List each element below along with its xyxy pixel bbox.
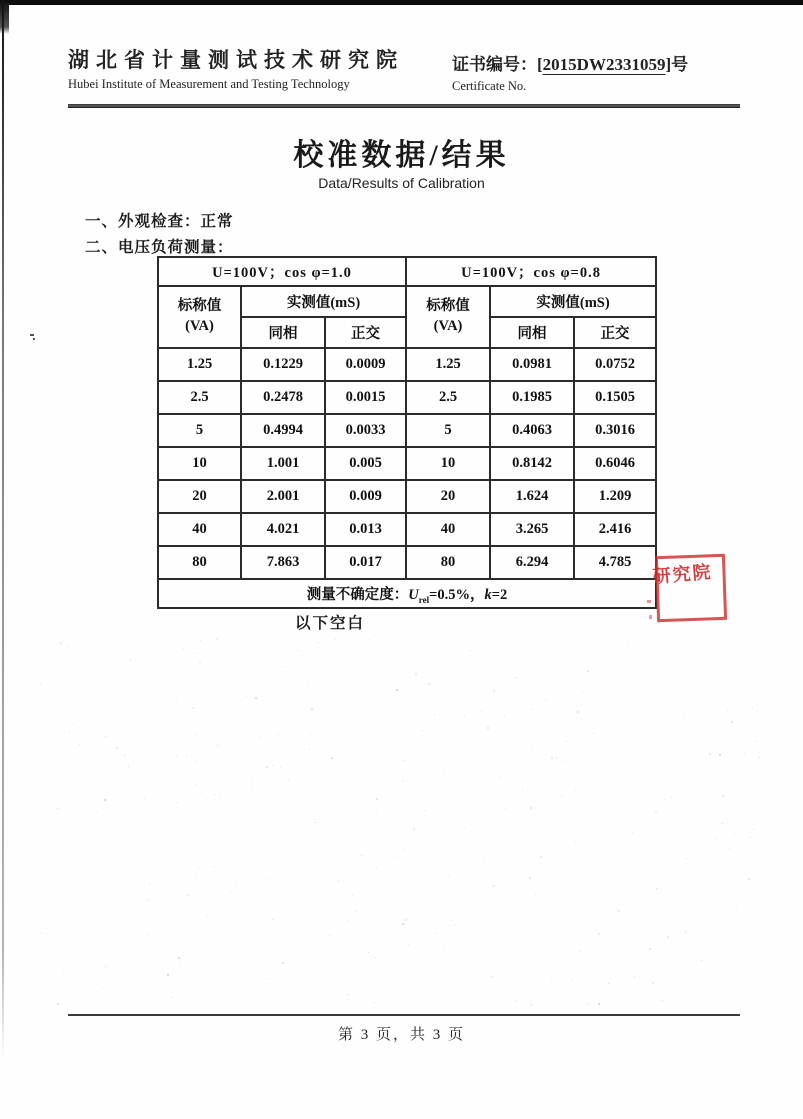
condition-header-1: U=100V；cos φ=1.0 xyxy=(158,257,406,286)
page-title: 校准数据/结果 xyxy=(293,139,510,172)
uncertainty-k-symbol: k xyxy=(484,586,492,603)
nominal-value-cell: 80 xyxy=(158,546,241,579)
quadrature-value-cell: 0.013 xyxy=(325,513,406,546)
nominal-value-cell: 5 xyxy=(158,414,241,447)
in-phase-value-cell: 0.1985 xyxy=(490,381,574,414)
red-seal-stamp xyxy=(651,554,727,622)
quadrature-value-cell: 1.209 xyxy=(574,480,656,513)
quadrature-value-cell: 0.0015 xyxy=(325,381,406,414)
certificate-number: 2015DW2331059 xyxy=(542,55,666,74)
table-row-conditions xyxy=(158,257,656,286)
quadrature-header-2: 正交 xyxy=(574,317,656,348)
page-subtitle: Data/Results of Calibration xyxy=(318,175,485,191)
measured-header-2: 实测值(mS) xyxy=(490,286,656,317)
in-phase-value-cell: 3.265 xyxy=(490,513,574,546)
in-phase-header-1: 同相 xyxy=(241,317,325,348)
certificate-label-en: Certificate No. xyxy=(452,79,527,93)
nominal-value-cell: 80 xyxy=(406,546,490,579)
quadrature-value-cell: 0.017 xyxy=(325,546,406,579)
nominal-value-cell: 1.25 xyxy=(406,348,490,381)
table-row xyxy=(158,414,656,447)
stamp-ink-mark xyxy=(647,600,651,603)
in-phase-value-cell: 1.624 xyxy=(490,480,574,513)
page-number: 第 3 页，共 3 页 xyxy=(337,1027,465,1043)
table-row xyxy=(158,381,656,414)
certificate-bracket-close: ] xyxy=(665,55,672,74)
table-row xyxy=(158,546,656,579)
nominal-unit: (VA) xyxy=(433,318,463,334)
nominal-value-cell: 40 xyxy=(406,513,490,546)
in-phase-header-2: 同相 xyxy=(490,317,574,348)
nominal-value-cell: 40 xyxy=(158,513,241,546)
in-phase-value-cell: 0.2478 xyxy=(241,381,325,414)
quadrature-value-cell: 0.0033 xyxy=(325,414,406,447)
blank-below-notice: 以下空白 xyxy=(294,615,365,632)
calibration-table xyxy=(157,256,657,609)
uncertainty-prefix: 测量不确定度： xyxy=(306,586,409,603)
quadrature-value-cell: 0.005 xyxy=(325,447,406,480)
section-item-appearance: 一、外观检查：正常 xyxy=(85,213,234,230)
nominal-value-cell: 10 xyxy=(406,447,490,480)
stamp-text: 研究院 xyxy=(651,561,714,587)
nominal-value-cell: 1.25 xyxy=(158,348,241,381)
nominal-value-cell: 5 xyxy=(406,414,490,447)
scan-speck xyxy=(30,334,34,336)
scan-edge-top xyxy=(0,0,803,5)
table-row xyxy=(158,348,656,381)
in-phase-value-cell: 7.863 xyxy=(241,546,325,579)
uncertainty-u-subscript: rel xyxy=(418,594,430,605)
institute-name-cn: 湖北省计量测试技术研究院 xyxy=(68,49,404,72)
quadrature-value-cell: 0.6046 xyxy=(574,447,656,480)
nominal-unit: (VA) xyxy=(185,318,214,334)
quadrature-value-cell: 0.0752 xyxy=(574,348,656,381)
condition-header-2: U=100V；cos φ=0.8 xyxy=(406,257,656,286)
certificate-number-line xyxy=(452,50,688,75)
nominal-label: 标称值 xyxy=(177,298,222,315)
section-item-voltage-load: 二、电压负荷测量： xyxy=(85,239,234,256)
in-phase-value-cell: 4.021 xyxy=(241,513,325,546)
quadrature-value-cell: 0.3016 xyxy=(574,414,656,447)
in-phase-value-cell: 0.1229 xyxy=(241,348,325,381)
quadrature-value-cell: 2.416 xyxy=(574,513,656,546)
in-phase-value-cell: 0.4994 xyxy=(241,414,325,447)
table-row-uncertainty xyxy=(158,579,656,608)
certificate-bracket-open: [ xyxy=(537,55,543,74)
quadrature-header-1: 正交 xyxy=(325,317,406,348)
nominal-header-1 xyxy=(158,286,241,348)
uncertainty-k-value: =2 xyxy=(491,586,508,603)
quadrature-value-cell: 4.785 xyxy=(574,546,656,579)
footer-divider-rule xyxy=(68,1014,740,1016)
quadrature-value-cell: 0.1505 xyxy=(574,381,656,414)
header-divider-rule xyxy=(68,104,740,108)
uncertainty-statement xyxy=(158,579,656,608)
certificate-label-cn: 证书编号： xyxy=(452,55,537,74)
in-phase-value-cell: 1.001 xyxy=(241,447,325,480)
nominal-value-cell: 10 xyxy=(158,447,241,480)
in-phase-value-cell: 0.4063 xyxy=(490,414,574,447)
nominal-value-cell: 2.5 xyxy=(158,381,241,414)
uncertainty-u-symbol: U xyxy=(408,586,419,603)
table-row xyxy=(158,513,656,546)
header-certificate xyxy=(452,50,688,94)
measured-header-1: 实测值(mS) xyxy=(241,286,406,317)
institute-name-en: Hubei Institute of Measurement and Testing Technology xyxy=(68,77,350,91)
in-phase-value-cell: 0.8142 xyxy=(490,447,574,480)
scan-speck xyxy=(33,338,35,340)
certificate-suffix: 号 xyxy=(671,55,689,74)
stamp-ink-mark xyxy=(649,615,652,619)
table-row xyxy=(158,447,656,480)
quadrature-value-cell: 0.0009 xyxy=(325,348,406,381)
in-phase-value-cell: 0.0981 xyxy=(490,348,574,381)
table-row xyxy=(158,480,656,513)
nominal-value-cell: 20 xyxy=(158,480,241,513)
nominal-label: 标称值 xyxy=(426,298,470,315)
header-institute xyxy=(68,44,404,92)
quadrature-value-cell: 0.009 xyxy=(325,480,406,513)
nominal-value-cell: 2.5 xyxy=(406,381,490,414)
in-phase-value-cell: 6.294 xyxy=(490,546,574,579)
nominal-value-cell: 20 xyxy=(406,480,490,513)
uncertainty-u-value: =0.5%， xyxy=(429,586,485,603)
table-row-headers xyxy=(158,286,656,317)
nominal-header-2 xyxy=(406,286,490,348)
in-phase-value-cell: 2.001 xyxy=(241,480,325,513)
